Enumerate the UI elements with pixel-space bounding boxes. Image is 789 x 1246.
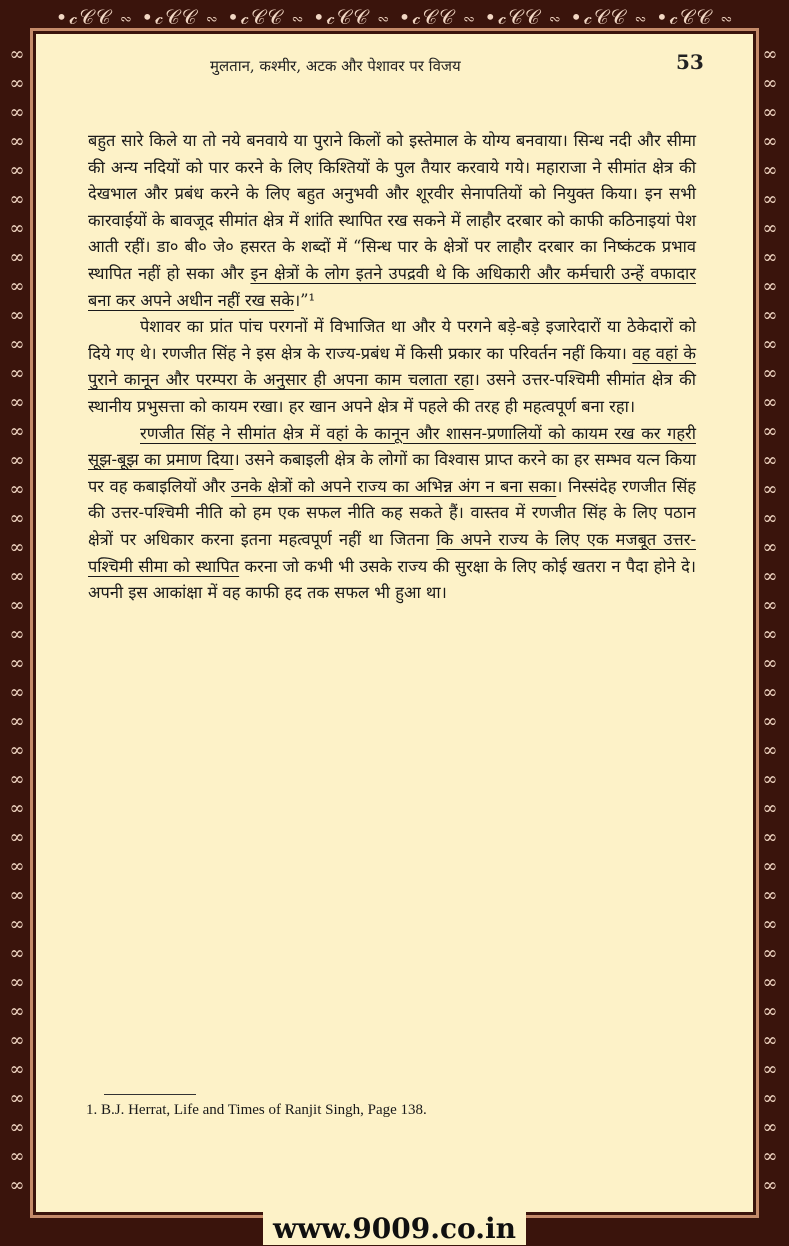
ornament-side: ∞ xyxy=(762,798,780,819)
ornament-side: ∞ xyxy=(762,1001,780,1022)
underlined-phrase: रणजीत सिंह ने सीमांत क्षेत्र में वहां के कानून और शासन-प्रणालियों को कायम रख कर गहरी सूझ-बूझ का प्रमाण दिया xyxy=(88,423,696,470)
ornament-side: ∞ xyxy=(9,218,27,239)
ornament-side: ∞ xyxy=(762,885,780,906)
ornament-side: ∞ xyxy=(9,711,27,732)
ornament-side: ∞ xyxy=(9,856,27,877)
ornament-side: ∞ xyxy=(9,682,27,703)
ornament-side: ∞ xyxy=(9,160,27,181)
ornament-side: ∞ xyxy=(762,1117,780,1138)
ornament-side: ∞ xyxy=(762,363,780,384)
ornament-side: ∞ xyxy=(762,450,780,471)
ornament-side: ∞ xyxy=(762,1146,780,1167)
ornament-side: ∞ xyxy=(762,1059,780,1080)
ornament-side: ∞ xyxy=(9,1001,27,1022)
ornament-side: ∞ xyxy=(9,508,27,529)
footnote: 1. B.J. Herrat, Life and Times of Ranjit Singh, Page 138. xyxy=(86,1102,427,1118)
ornament-side: ∞ xyxy=(762,421,780,442)
ornament-side: ∞ xyxy=(9,943,27,964)
ornament-side: ∞ xyxy=(9,421,27,442)
paragraph-1 xyxy=(88,128,696,314)
ornament-side: ∞ xyxy=(762,972,780,993)
running-header: मुलतान, कश्मीर, अटक और पेशावर पर विजय xyxy=(210,57,461,75)
ornament-side: ∞ xyxy=(762,44,780,65)
watermark xyxy=(0,1212,789,1246)
page-body xyxy=(88,128,696,607)
paragraph-3-text-end: करना जो कभी भी उसके राज्य की सुरक्षा के लिए कोई खतरा न पैदा होने दे। अपनी इस आकांक्षा में वह काफी हद तक सफल भी हुआ था। xyxy=(88,556,696,603)
ornament-side: ∞ xyxy=(762,769,780,790)
ornament-side: ∞ xyxy=(762,305,780,326)
ornament-side: ∞ xyxy=(762,624,780,645)
ornament-side: ∞ xyxy=(762,479,780,500)
ornament-side: ∞ xyxy=(762,276,780,297)
ornament-side: ∞ xyxy=(762,653,780,674)
ornament-side: ∞ xyxy=(9,653,27,674)
underlined-phrase: वह वहां के पुराने कानून और परम्परा के अनुसार ही अपना काम चलाता रहा xyxy=(88,343,696,390)
ornament-side: ∞ xyxy=(762,102,780,123)
ornament-side: ∞ xyxy=(762,160,780,181)
ornament-side: ∞ xyxy=(9,740,27,761)
ornament-side: ∞ xyxy=(9,334,27,355)
ornament-side: ∞ xyxy=(9,1175,27,1196)
page-number: 53 xyxy=(676,50,704,74)
ornament-side: ∞ xyxy=(9,1146,27,1167)
ornament-side: ∞ xyxy=(9,972,27,993)
ornament-side: ∞ xyxy=(762,914,780,935)
ornament-side: ∞ xyxy=(762,740,780,761)
paragraph-3-text-mid: । निस्संदेह रणजीत सिंह की उत्तर-पश्चिमी नीति को हम एक सफल नीति कह सकते हैं। वास्तव में रणजीत सिंह के लिए पठान क्षेत्रों पर अधिकार करना इतना महत्वपूर्ण नहीं था जितना xyxy=(88,476,696,549)
ornament-side: ∞ xyxy=(9,450,27,471)
ornament-side: ∞ xyxy=(762,711,780,732)
ornament-side: ∞ xyxy=(762,1175,780,1196)
ornament-side: ∞ xyxy=(762,566,780,587)
ornament-side: ∞ xyxy=(9,624,27,645)
ornament-side: ∞ xyxy=(762,247,780,268)
ornament-side: ∞ xyxy=(9,885,27,906)
ornament-side: ∞ xyxy=(9,247,27,268)
ornament-side: ∞ xyxy=(9,363,27,384)
ornament-side: ∞ xyxy=(762,392,780,413)
ornament-side: ∞ xyxy=(762,334,780,355)
underlined-phrase: उनके क्षेत्रों को अपने राज्य का अभिन्न अंग न बना सका xyxy=(231,476,557,496)
ornament-side: ∞ xyxy=(762,537,780,558)
ornament-side: ∞ xyxy=(9,1088,27,1109)
ornament-side: ∞ xyxy=(762,73,780,94)
ornament-side: ∞ xyxy=(762,189,780,210)
watermark-text: www.9009.co.in xyxy=(263,1212,526,1245)
ornament-side: ∞ xyxy=(9,1117,27,1138)
underlined-phrase: कि अपने राज्य के लिए एक मजबूत उत्तर-पश्चिमी सीमा को स्थापित xyxy=(88,529,696,576)
footnote-divider xyxy=(104,1094,196,1095)
ornament-side: ∞ xyxy=(762,1030,780,1051)
ornament-side: ∞ xyxy=(9,827,27,848)
ornament-side: ∞ xyxy=(9,44,27,65)
ornament-side: ∞ xyxy=(9,305,27,326)
ornament-side: ∞ xyxy=(762,595,780,616)
paragraph-3 xyxy=(88,421,696,607)
ornament-side: ∞ xyxy=(9,102,27,123)
ornament-side: ∞ xyxy=(762,943,780,964)
ornament-side: ∞ xyxy=(762,827,780,848)
paragraph-1-text: बहुत सारे किले या तो नये बनवाये या पुराने किलों को इस्तेमाल के योग्य बनवाया। सिन्ध नदी और सीमा की अन्य नदियों को पार करने के लिए किश्तियों के पुल तैयार करवाये गये। महाराजा ने सीमांत क्षेत्र की देखभाल और प्रबंध करने के लिए बहुत अनुभवी और शूरवीर सेनापतियों को नियुक्त किया। इन सभी कारवाईयों के बावजूद सीमांत क्षेत्र में शांति स्थापित रख सकने में लाहौर दरबार को काफी कठिनाइयां पेश आती रहीं। डा० बी० जे० हसरत के शब्दों में “सिन्ध पार के क्षेत्रों पर लाहौर दरबार का निष्कंटक प्रभाव स्थापित नहीं हो सका और xyxy=(88,131,696,283)
ornament-side: ∞ xyxy=(762,682,780,703)
ornament-side: ∞ xyxy=(9,479,27,500)
underlined-quote: इन क्षेत्रों के लोग इतने उपद्रवी थे कि अधिकारी और कर्मचारी उन्हें वफादार बना कर अपने अधीन नहीं रख सके xyxy=(88,263,697,310)
paragraph-2 xyxy=(88,314,696,420)
ornament-side: ∞ xyxy=(762,218,780,239)
ornament-side: ∞ xyxy=(762,856,780,877)
ornament-side: ∞ xyxy=(762,1088,780,1109)
ornament-side: ∞ xyxy=(762,508,780,529)
ornament-side: ∞ xyxy=(9,1030,27,1051)
ornament-side: ∞ xyxy=(9,131,27,152)
ornament-side: ∞ xyxy=(9,566,27,587)
ornament-side: ∞ xyxy=(9,537,27,558)
ornament-side: ∞ xyxy=(9,914,27,935)
quote-end: ।”¹ xyxy=(293,290,316,310)
ornament-side: ∞ xyxy=(9,189,27,210)
paragraph-2-text: पेशावर का प्रांत पांच परगनों में विभाजित था और ये परगने बड़े-बड़े इजारेदारों या ठेकेदारों को दिये गए थे। रणजीत सिंह ने इस क्षेत्र के राज्य-प्रबंध में किसी प्रकार का परिवर्तन नहीं किया। xyxy=(88,317,696,363)
ornament-side: ∞ xyxy=(762,131,780,152)
paragraph-2-text-end: । उसने उत्तर-पश्चिमी सीमांत क्षेत्र की स्थानीय प्रभुसत्ता को कायम रखा। हर खान अपने क्षेत्र में पहले की तरह ही महत्वपूर्ण बना रहा। xyxy=(88,370,696,416)
ornament-side: ∞ xyxy=(9,392,27,413)
ornament-top: •𝒸𝒞𝒞 ∾ •𝒸𝒞𝒞 ∾ •𝒸𝒞𝒞 ∾ •𝒸𝒞𝒞 ∾ •𝒸𝒞𝒞 ∾ •𝒸𝒞𝒞 ∾ •𝒸𝒞𝒞 ∾ •𝒸𝒞𝒞 ∾ xyxy=(55,5,734,29)
ornament-side: ∞ xyxy=(9,769,27,790)
ornament-side: ∞ xyxy=(9,1059,27,1080)
paragraph-3-text: । उसने कबाइली क्षेत्र के लोगों का विश्वास प्राप्त करने का हर सम्भव यत्न किया पर वह कबाइलियों और xyxy=(88,450,696,496)
ornament-side: ∞ xyxy=(9,798,27,819)
ornament-side: ∞ xyxy=(9,595,27,616)
ornament-side: ∞ xyxy=(9,73,27,94)
ornament-side: ∞ xyxy=(9,276,27,297)
